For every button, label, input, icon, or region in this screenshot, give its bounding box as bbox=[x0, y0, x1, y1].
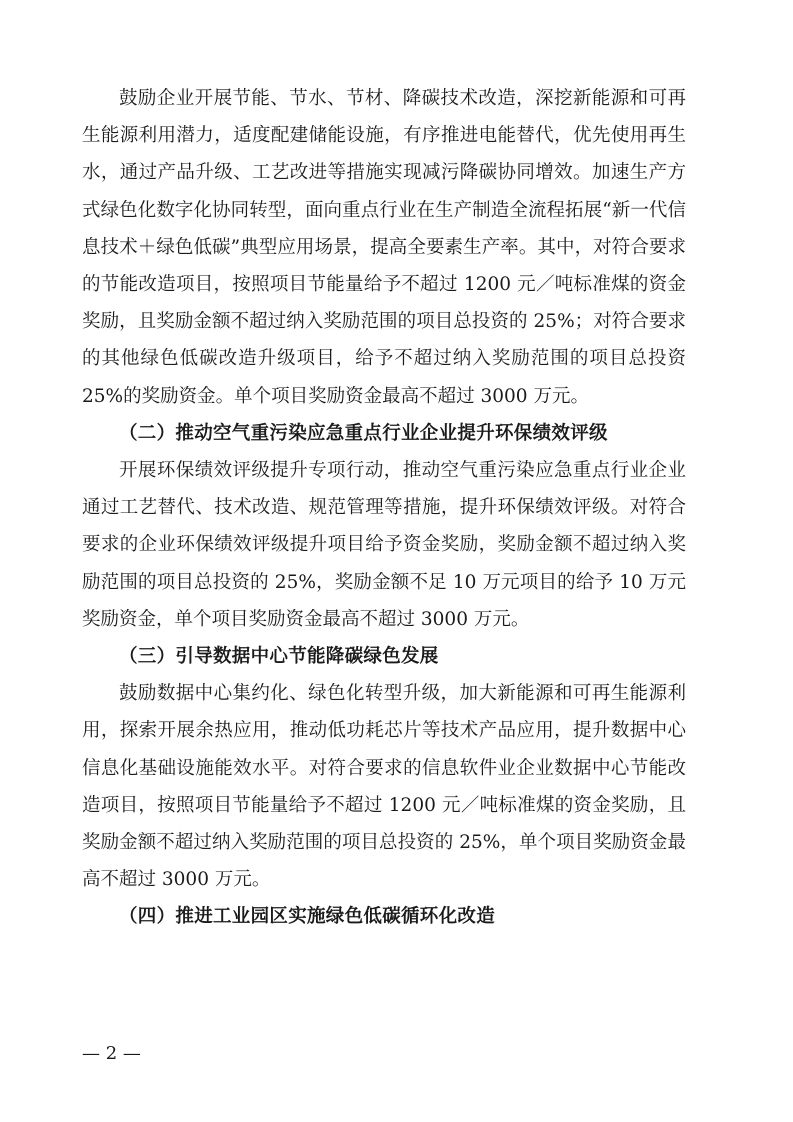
document-body bbox=[82, 80, 686, 936]
paragraph-data-center: 鼓励数据中心集约化、绿色化转型升级，加大新能源和可再生能源利用，探索开展余热应用，推动低功耗芯片等技术产品应用，提升数据中心信息化基础设施能效水平。对符合要求的信息软件业企业数据中心节能改造项目，按照项目节能量给予不超过 1200 元／吨标准煤的资金奖励，且奖励金额不超过纳入奖励范围的项目总投资的 25%，单个项目奖励资金最高不超过 3000 万元。 bbox=[82, 683, 686, 891]
heading-section-3: （三）引导数据中心节能降碳绿色发展 bbox=[119, 646, 439, 668]
paragraph-energy-saving-renovation: 鼓励企业开展节能、节水、节材、降碳技术改造，深挖新能源和可再生能源利用潜力，适度配建储能设施，有序推进电能替代，优先使用再生水，通过产品升级、工艺改进等措施实现减污降碳协同增效。加速生产方式绿色化数字化协同转型，面向重点行业在生产制造全流程拓展“新一代信息技术＋绿色低碳”典型应用场景，提高全要素生产率。其中，对符合要求的节能改造项目，按照项目节能量给予不超过 1200 元／吨标准煤的资金奖励，且奖励金额不超过纳入奖励范围的项目总投资的 25%；对符合要求的其他绿色低碳改造升级项目，给予不超过纳入奖励范围的项目总投资 25%的奖励资金。单个项目奖励资金最高不超过 3000 万元。 bbox=[82, 88, 686, 407]
heading-section-4: （四）推进工业园区实施绿色低碳循环化改造 bbox=[119, 906, 496, 928]
heading-section-2: （二）推动空气重污染应急重点行业企业提升环保绩效评级 bbox=[119, 422, 608, 444]
paragraph-environmental-rating: 开展环保绩效评级提升专项行动，推动空气重污染应急重点行业企业通过工艺替代、技术改造、规范管理等措施，提升环保绩效评级。对符合要求的企业环保绩效评级提升项目给予资金奖励，奖励金额不超过纳入奖励范围的项目总投资的 25%，奖励金额不足 10 万元项目的给予 10 万元奖励资金，单个项目奖励资金最高不超过 3000 万元。 bbox=[82, 460, 686, 630]
page-number: — 2 — bbox=[82, 1043, 141, 1064]
